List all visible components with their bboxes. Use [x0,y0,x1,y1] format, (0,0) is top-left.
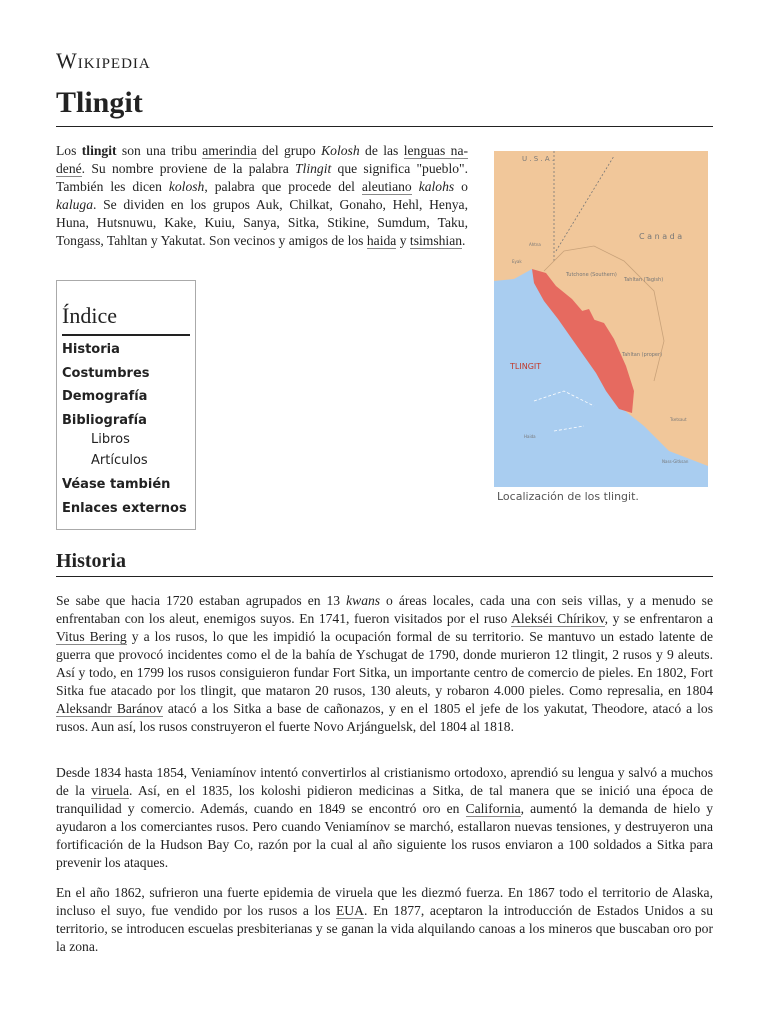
link-aleutiano[interactable]: aleutiano [361,179,412,194]
historia-paragraph-3: En el año 1862, sufrieron una fuerte epidemia de viruela que les diezmó fuerza. En 1867 todo el territorio de Alaska, incluso el suyo, fue vendido por los rusos a los EUA. En 1877, aceptaron la introducción de Estados Unidos a su territorio, se introducen escuelas presbiterianas y se ganan la vida alquilando canoas a los mineros que buscaban oro por la zona. [56,885,713,954]
map-caption: Localización de los tlingit. [497,490,639,503]
toc-item-costumbres[interactable]: Costumbres [62,366,150,381]
map-label-tahltan-tagish: Tahltan (Tagish) [624,277,664,283]
section-heading-historia: Historia [56,550,126,572]
toc-item-libros[interactable]: Libros [91,432,130,447]
link-california[interactable]: California [465,801,521,816]
link-aleksandr-baranov[interactable]: Aleksandr Baránov [56,701,163,716]
tlingit-location-map[interactable] [494,151,708,487]
map-label-nass: Nass-Gitksan [662,459,689,464]
table-of-contents [56,280,196,530]
map-label-tlingit: TLINGIT [510,362,542,371]
link-lenguas-na-dene[interactable]: lenguas na-dené [56,143,469,176]
link-eua[interactable]: EUA [336,903,364,918]
link-haida[interactable]: haida [366,233,397,248]
toc-heading: Índice [62,303,117,328]
term-tlingit: tlingit [81,143,117,158]
historia-paragraph-1: Se sabe que hacia 1720 estaban agrupados en 13 kwans o áreas locales, cada una con seis villas, y a menudo se enfrentaban con los aleut, enemigos suyos. En 1741, fueron visitados por el ruso Alekséi Chírikov, y se enfrentaron a Vitus Bering y a los rusos, lo que les impidió la ocupación formal de su territorio. Se mantuvo un estado latente de guerra que provocó incidentes como el de la bahía de Yschugat de 1790, donde murieron 12 tlingit, 2 rusos y 9 aleuts. Así y todo, en 1799 los rusos consiguieron fundar Fort Sitka, un importante centro de comercio de pieles. En 1802, Fort Sitka fue atacado por los tlingit, que mataron 20 rusos, 130 aleuts, y robaron 4.000 pieles. Como represalia, en 1804 Aleksandr Baránov atacó a los Sitka a base de cañonazos, y en el 1805 el jefe de los yakutat, Theodore, atacó a los rusos. Aun así, los rusos construyeron el fuerte Novo Arjánguelsk, del 1804 al 1818. [56,593,714,734]
historia-paragraph-2: Desde 1834 hasta 1854, Veniamínov intentó convertirlos al cristianismo ortodoxo, aprendió su lengua y salvó a muchos de la viruela. Así, en el 1835, los koloshi pidieron medicinas a Sitka, de tal manera que se inició una época de tranquilidad y comercio. Además, cuando en 1849 se encontró oro en California, aumentó la demanda de hielo y ayudaron a los comerciantes rusos. Pero cuando Veniamínov se marchó, estallaron nuevas tensiones, y destruyeron una fortificación de la Hudson Bay Co, razón por la cual al año siguiente los rusos enviaron a 100 soldados a Sitka para prevenir los ataques. [56,765,713,870]
map-label-ahtna: Ahtna [529,242,541,247]
link-aleksei-chirikov[interactable]: Alekséi Chírikov [511,611,605,626]
toc-item-bibliografia[interactable]: Bibliografía [62,413,147,428]
intro-paragraph: Los tlingit son una tribu amerindia del grupo Kolosh de las lenguas na-dené. Su nombre proviene de la palabra Tlingit que significa "pueblo". También les dicen kolosh, palabra que procede del aleutiano kalohs o kaluga. Se dividen en los grupos Auk, Chilkat, Gonaho, Hehl, Henya, Huna, Hutsnuwu, Kake, Kuiu, Sanya, Sitka, Stikine, Sumdum, Taku, Tongass, Tahltan y Yakutat. Son vecinos y amigos de los haida y tsimshian. [56,143,469,248]
map-label-tahltan: Tahltan (proper) [622,352,663,358]
link-vitus-bering[interactable]: Vitus Bering [56,629,127,644]
map-label-haida: Haida [524,434,536,439]
section-divider [56,576,713,577]
toc-item-vease-tambien[interactable]: Véase también [62,477,171,492]
title-divider [56,126,713,127]
toc-item-enlaces-externos[interactable]: Enlaces externos [62,501,187,516]
link-amerindia[interactable]: amerindia [202,143,257,158]
map-label-tsetsaut: Tsetsaut [670,417,687,422]
link-viruela[interactable]: viruela [91,783,129,798]
map-label-eyak: Eyak [512,259,522,264]
toc-item-historia[interactable]: Historia [62,342,120,357]
map-label-usa: U . S . A . [522,155,555,163]
map-label-canada: C a n a d a [639,232,683,241]
map-label-tutchone: Tutchone (Southern) [566,272,617,278]
toc-divider [62,334,190,336]
toc-item-demografia[interactable]: Demografía [62,389,148,404]
toc-item-articulos[interactable]: Artículos [91,453,148,468]
link-tsimshian[interactable]: tsimshian [409,233,463,248]
wikipedia-logo[interactable]: Wikipedia [56,48,151,73]
page-title: Tlingit [56,86,143,119]
